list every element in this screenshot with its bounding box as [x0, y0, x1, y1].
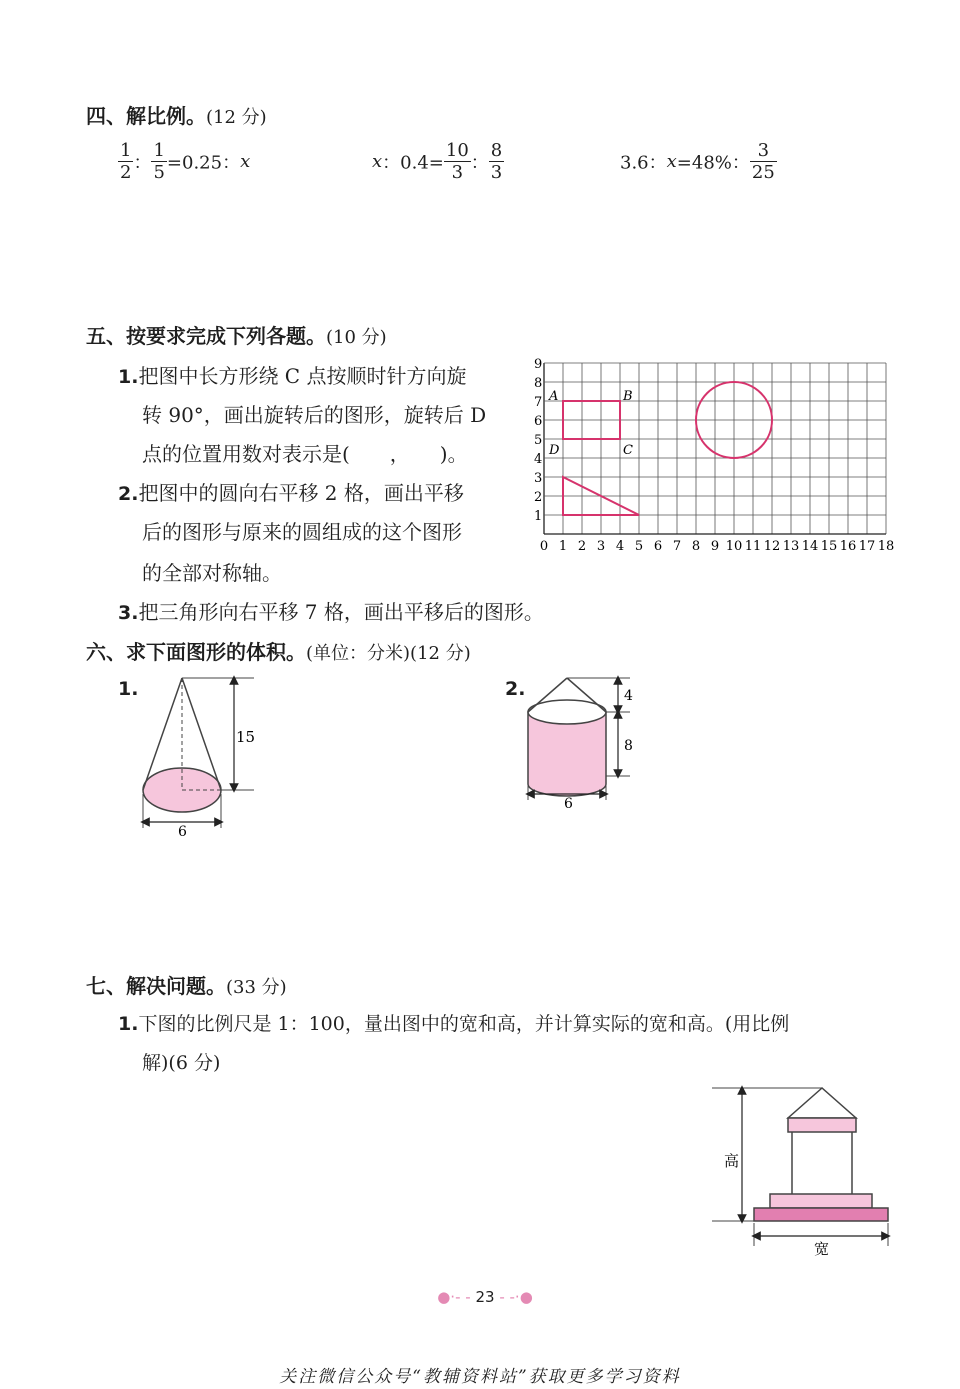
cone-cylinder-figure	[520, 670, 660, 815]
y-tick-label: 9	[534, 357, 543, 372]
roof-beam	[788, 1118, 856, 1132]
section-6-score: (单位：分米)(12 分)	[306, 643, 471, 664]
question-5-3-line-1: 3.把三角形向右平移 7 格，画出平移后的图形。	[118, 600, 544, 624]
height-label: 高	[724, 1152, 740, 1170]
question-5-1-line-2: 转 90°，画出旋转后的图形，旋转后 D	[142, 403, 487, 427]
page-number: 23	[475, 1288, 495, 1306]
question-7-1-line-1: 1.下图的比例尺是 1：100，量出图中的宽和高，并计算实际的宽和高。(用比例	[118, 1013, 790, 1035]
x-tick-label: 12	[763, 539, 781, 554]
point-label-b: B	[623, 389, 633, 404]
question-number: 2.	[118, 483, 139, 505]
y-axis-labels	[534, 357, 542, 524]
x-tick-label: 3	[596, 539, 606, 554]
x-tick-label: 13	[782, 539, 800, 554]
question-5-1-line-1: 1.把图中长方形绕 C 点按顺时针方向旋	[118, 364, 467, 388]
equation-1: $\frac{1}{2}$ ： $\frac{1}{5}$ =0.25：x	[120, 140, 251, 183]
y-tick-label: 7	[534, 395, 543, 410]
question-5-2-line-1: 2.把图中的圆向右平移 2 格，画出平移	[118, 481, 464, 505]
y-tick-label: 4	[534, 452, 543, 467]
section-4-score: (12 分)	[206, 107, 267, 128]
section-5-heading: 五、按要求完成下列各题。	[86, 324, 326, 348]
section-7-title	[86, 970, 287, 999]
x-tick-label: 0	[539, 539, 549, 554]
building-figure	[706, 1084, 896, 1264]
section-4-title	[86, 100, 267, 129]
point-label-d: D	[549, 443, 560, 458]
fraction: $\frac{8}{3}$	[490, 140, 503, 183]
x-tick-label: 5	[634, 539, 644, 554]
cone-diameter-label: 6	[178, 824, 187, 840]
cone-height-label-2: 4	[624, 688, 633, 704]
page-number-deco-left: ●·- -	[437, 1288, 471, 1306]
question-number: 1.	[118, 1013, 139, 1035]
x-tick-label: 4	[615, 539, 625, 554]
y-tick-label: 6	[534, 414, 543, 429]
x-axis-labels	[540, 539, 894, 554]
fraction: $\frac{1}{5}$	[153, 140, 165, 183]
x-tick-label: 9	[710, 539, 720, 554]
coordinate-grid	[526, 356, 898, 556]
point-label-c: C	[623, 443, 633, 458]
fraction: $\frac{10}{3}$	[445, 140, 469, 183]
question-number: 3.	[118, 602, 139, 624]
x-tick-label: 18	[877, 539, 895, 554]
grid-lines	[544, 363, 886, 534]
question-7-1-line-2: 解)(6 分)	[142, 1052, 221, 1074]
x-tick-label: 17	[858, 539, 876, 554]
page-number-block	[430, 1288, 540, 1306]
x-tick-label: 2	[577, 539, 587, 554]
question-5-2-line-3: 的全部对称轴。	[142, 561, 282, 585]
x-tick-label: 1	[558, 539, 568, 554]
equation-2: x：0.4= $\frac{10}{3}$ ： $\frac{8}{3}$	[372, 140, 503, 183]
y-tick-label: 8	[534, 376, 543, 391]
x-tick-label: 11	[744, 539, 762, 554]
section-6-heading: 六、求下面图形的体积。	[86, 640, 306, 664]
lower-base	[754, 1208, 888, 1221]
figure-1-number: 1.	[118, 678, 139, 700]
cone-figure	[134, 670, 274, 840]
cone-height-label: 15	[236, 728, 256, 746]
question-5-2-line-2: 后的图形与原来的圆组成的这个图形	[142, 520, 462, 544]
figure-2-number: 2.	[505, 678, 526, 700]
section-7-score: (33 分)	[226, 977, 287, 998]
point-label-a: A	[549, 389, 559, 404]
fraction: $\frac{3}{25}$	[751, 140, 775, 183]
x-tick-label: 14	[801, 539, 819, 554]
section-5-title	[86, 320, 387, 349]
y-tick-label: 2	[534, 490, 543, 505]
section-5-score: (10 分)	[326, 327, 387, 348]
x-tick-label: 16	[839, 539, 857, 554]
equation-3: 3.6：x=48%： $\frac{3}{25}$	[620, 140, 775, 183]
x-tick-label: 10	[725, 539, 743, 554]
footer-note: 关注微信公众号“教辅资料站”获取更多学习资料	[279, 1367, 681, 1387]
upper-base	[770, 1194, 872, 1208]
x-tick-label: 7	[672, 539, 682, 554]
cylinder-diameter-label: 6	[564, 796, 573, 812]
x-tick-label: 8	[691, 539, 701, 554]
x-tick-label: 6	[653, 539, 663, 554]
fraction: $\frac{1}{2}$	[120, 140, 132, 183]
question-number: 1.	[118, 366, 139, 388]
section-6-title	[86, 636, 471, 665]
cylinder-top	[528, 700, 606, 724]
width-label: 宽	[814, 1240, 830, 1258]
section-7-heading: 七、解决问题。	[86, 974, 226, 998]
y-tick-label: 1	[534, 509, 543, 524]
section-4-heading: 四、解比例。	[86, 104, 206, 128]
cylinder-height-label: 8	[624, 738, 633, 754]
page-number-deco-right: - -·●	[499, 1288, 533, 1306]
question-5-1-line-3: 点的位置用数对表示是( ， )。	[142, 442, 468, 466]
roof	[788, 1088, 856, 1118]
y-tick-label: 3	[534, 471, 543, 486]
x-tick-label: 15	[820, 539, 838, 554]
y-tick-label: 5	[534, 433, 543, 448]
